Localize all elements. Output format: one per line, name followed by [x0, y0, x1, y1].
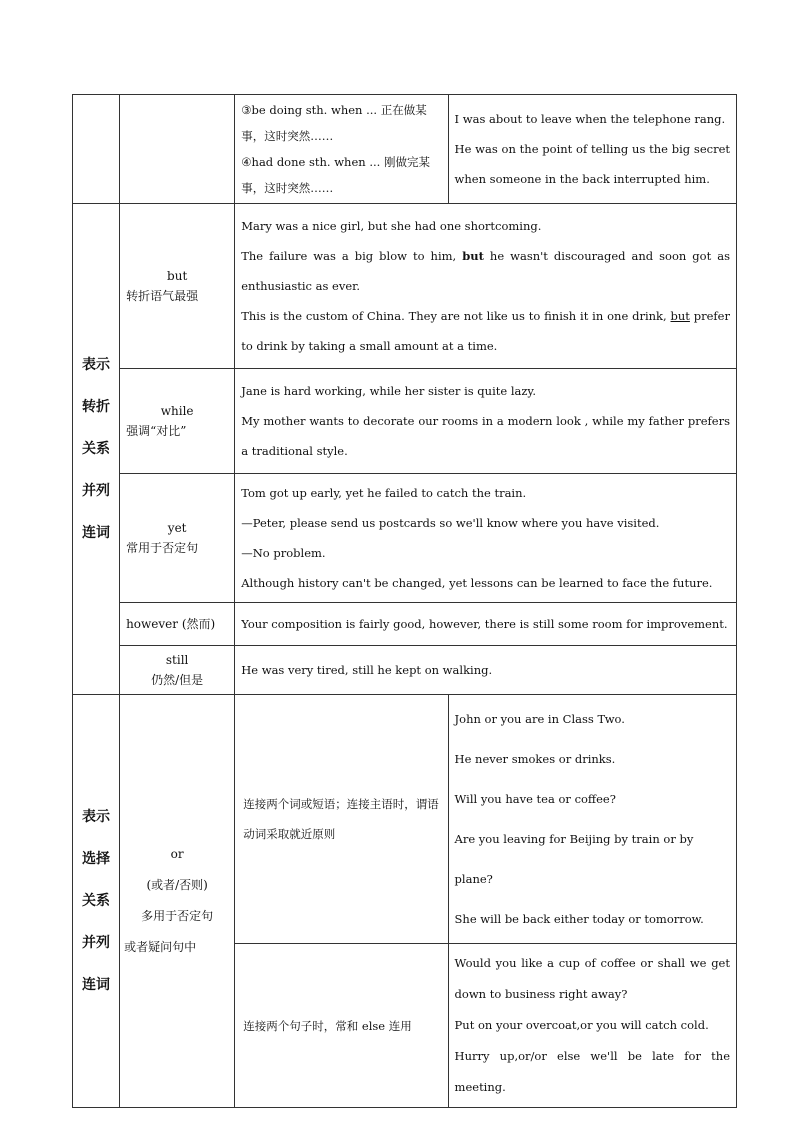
conjunction-however: however (然而) — [120, 603, 235, 646]
conjunction-still: still 仍然/但是 — [120, 646, 235, 695]
conjunction-or: or (或者/否则) 多用于否定句 或者疑问句中 — [120, 695, 235, 1108]
but-examples-cell — [235, 204, 737, 369]
conjunction-table — [72, 94, 737, 1108]
table-row — [73, 474, 737, 603]
example: Put on your overcoat,or you will catch cold. — [454, 1018, 709, 1032]
conjunction-cell-empty — [120, 95, 235, 204]
example: He was on the point of telling us the big secret when someone in the back interrupted him. — [454, 142, 730, 186]
however-examples-cell — [235, 603, 737, 646]
or-usage-clauses: 连接两个句子时，常和 else 连用 — [235, 944, 448, 1108]
table-row — [73, 695, 737, 944]
table-row — [73, 204, 737, 369]
category-cell-empty — [73, 95, 120, 204]
example: —No problem. — [241, 546, 326, 560]
example: He never smokes or drinks. — [454, 752, 616, 766]
example: My mother wants to decorate our rooms in a modern look , while my father prefers a traditional style. — [241, 414, 730, 458]
example: Your composition is fairly good, however, there is still some room for improvement. — [241, 617, 728, 631]
example: Tom got up early, yet he failed to catch the train. — [241, 486, 527, 500]
example: Jane is hard working, while her sister is quite lazy. — [241, 384, 537, 398]
conjunction-while: while 强调“对比” — [120, 369, 235, 474]
while-examples-cell — [235, 369, 737, 474]
category-contrast: 表示 转折 关系 并列 连词 — [73, 204, 120, 695]
example: Will you have tea or coffee? — [454, 792, 616, 806]
example: Hurry up,or/or else we'll be late for the meeting. — [454, 1049, 730, 1094]
example: Would you like a cup of coffee or shall we get down to business right away? — [454, 956, 730, 1001]
when-patterns-cell — [235, 95, 448, 204]
or-usage-words: 连接两个词或短语；连接主语时，谓语动词采取就近原则 — [235, 695, 448, 944]
conjunction-yet: yet 常用于否定句 — [120, 474, 235, 603]
example: —Peter, please send us postcards so we'll know where you have visited. — [241, 516, 660, 530]
example: Although history can't be changed, yet lessons can be learned to face the future. — [241, 576, 713, 590]
example: She will be back either today or tomorrow. — [454, 912, 704, 926]
pattern-4: ④had done sth. when ... 刚做完某事，这时突然…… — [241, 155, 430, 195]
still-examples-cell — [235, 646, 737, 695]
example: He was very tired, still he kept on walking. — [241, 663, 493, 677]
example: This is the custom of China. They are not like us to finish it in one drink, but prefer to drink by taking a small amount at a time. — [241, 309, 730, 353]
category-choice: 表示 选择 关系 并列 连词 — [73, 695, 120, 1108]
pattern-3: ③be doing sth. when ... 正在做某事，这时突然…… — [241, 103, 427, 143]
yet-examples-cell — [235, 474, 737, 603]
or-examples-words — [448, 695, 736, 944]
example: I was about to leave when the telephone rang. — [454, 112, 726, 126]
table-row — [73, 95, 737, 204]
or-examples-clauses — [448, 944, 736, 1108]
example: Are you leaving for Beijing by train or by plane? — [454, 832, 694, 886]
table-row — [73, 646, 737, 695]
table-row — [73, 603, 737, 646]
conjunction-but: but 转折语气最强 — [120, 204, 235, 369]
example: The failure was a big blow to him, but he wasn't discouraged and soon got as enthusiastic as ever. — [241, 249, 730, 293]
table-row — [73, 369, 737, 474]
example: Mary was a nice girl, but she had one shortcoming. — [241, 219, 542, 233]
example: John or you are in Class Two. — [454, 712, 625, 726]
when-examples-cell — [448, 95, 736, 204]
